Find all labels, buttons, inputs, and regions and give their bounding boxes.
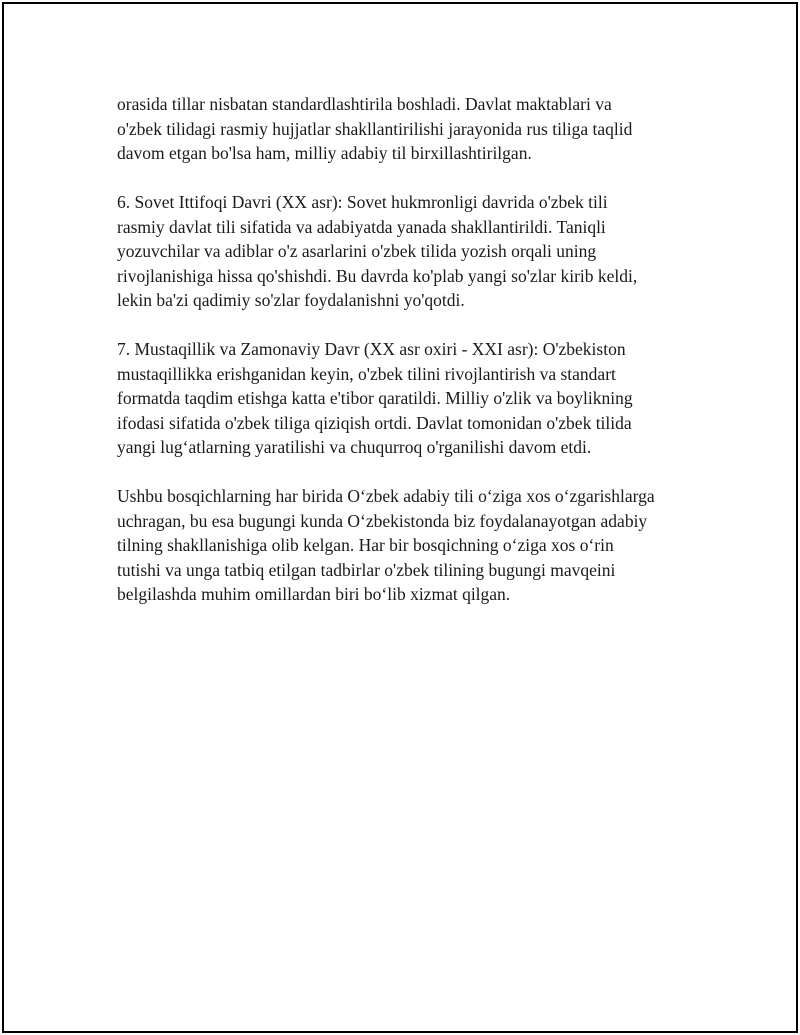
paragraph-independence-period: 7. Mustaqillik va Zamonaviy Davr (XX asr oxiri - XXI asr): O'zbekiston mustaqillikka erishganidan keyin, o'zbek tilini rivojlantirish va standart formatda taqdim etishga katta e'tibor qaratildi. Milliy o'zlik va boylikning ifodasi sifatida o'zbek tiliga qiziqish ortdi. Davlat tomonidan o'zbek tilida yangi lug‘atlarning yaratilishi va chuqurroq o'rganilishi davom etdi. [117,339,633,457]
paragraph-soviet-period: 6. Sovet Ittifoqi Davri (XX asr): Sovet hukmronligi davrida o'zbek tili rasmiy davlat tili sifatida va adabiyatda yanada shakllantirildi. Taniqli yozuvchilar va adiblar o'z asarlarini o'zbek tilida yozish orqali uning rivojlanishiga hissa qo'shishdi. Bu davrda ko'plab yangi so'zlar kirib keldi, lekin ba'zi qadimiy so'zlar foydalanishni yo'qotdi. [117,192,638,310]
paragraph-standardization: orasida tillar nisbatan standardlashtirila boshladi. Davlat maktablari va o'zbek tilidagi rasmiy hujjatlar shakllantirilishi jarayonida rus tiliga taqlid davom etgan bo'lsa ham, milliy adabiy til birxillashtirilgan. [117,94,633,163]
document-body [117,92,697,631]
paragraph-conclusion: Ushbu bosqichlarning har birida O‘zbek adabiy tili o‘ziga xos o‘zgarishlarga uchragan, bu esa bugungi kunda O‘zbekistonda biz foydalanayotgan adabiy tilning shakllanishiga olib kelgan. Har bir bosqichning o‘ziga xos o‘rin tutishi va unga tatbiq etilgan tadbirlar o'zbek tilining bugungi mavqeini belgilashda muhim omillardan biri bo‘lib xizmat qilgan. [117,486,655,604]
